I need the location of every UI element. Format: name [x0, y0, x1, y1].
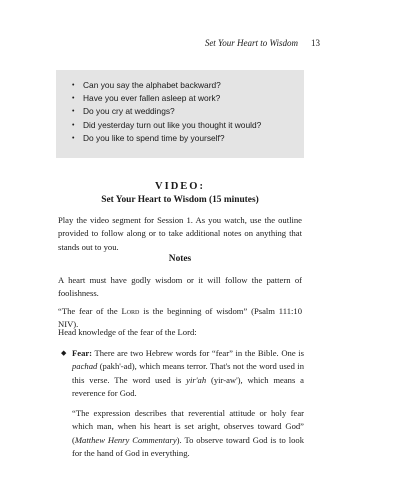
bullet-icon: • — [72, 82, 75, 89]
notes-heading: Notes — [168, 254, 192, 264]
bullet-icon: • — [72, 121, 75, 129]
video-section-title: Set Your Heart to Wisdom (15 minutes) — [101, 195, 259, 205]
hebrew-word-pachad: pachad — [72, 361, 98, 372]
diamond-bullet-icon: ◆ — [61, 349, 67, 357]
running-title: Set Your Heart to Wisdom — [204, 38, 298, 48]
intro-paragraph: Play the video segment for Session 1. As you watch, use the outline provided to follow along or to take additional notes on anything that stands out to you. — [58, 215, 302, 252]
hebrew-word-yirah: yir'ah — [186, 374, 207, 385]
list-item: • Can you say the alphabet backward? — [72, 79, 304, 92]
fear-term: Fear: — [72, 348, 93, 358]
bullet-icon: • — [72, 134, 75, 142]
quote-source: Matthew Henry Commentary — [74, 434, 177, 445]
video-section-label: VIDEO: — [155, 181, 205, 192]
list-item: • Do you like to spend time by yourself? — [72, 132, 304, 145]
running-header — [78, 38, 320, 48]
icebreaker-questions-box — [56, 70, 304, 158]
page-number: 13 — [311, 38, 320, 48]
notes-paragraph-1: A heart must have godly wisdom or it will follow the pattern of foolishness. — [58, 275, 302, 299]
list-item: • Have you ever fallen asleep at work? — [72, 92, 304, 105]
list-item: • Do you cry at weddings? — [72, 105, 304, 118]
notes-paragraph-2: “The fear of the Lord is the beginning of wisdom” (Psalm 111:10 NIV). — [58, 306, 303, 330]
notes-paragraph-3: Head knowledge of the fear of the Lord: — [58, 327, 197, 337]
list-item: • Did yesterday turn out like you thought it would? — [72, 119, 304, 132]
fear-definition-bullet: ◆ Fear: There are two Hebrew words for “fear” in the Bible. One is pachad (pakh'-ad), which means terror. That's not the word used in this verse. The word used is yir'ah (yir-aw'), which means a reverence for God. — [61, 348, 304, 399]
bullet-icon: • — [72, 108, 75, 116]
fear-quote-paragraph: “The expression describes that reverential attitude or holy fear which man, when his heart is set aright, observes toward God” (Matthew Henry Commentary). To observe toward God is to look for the hand of God in everything. — [72, 408, 304, 459]
lord-small-caps: Lord — [121, 306, 140, 316]
question-list — [56, 70, 304, 145]
bullet-icon: • — [72, 95, 75, 103]
